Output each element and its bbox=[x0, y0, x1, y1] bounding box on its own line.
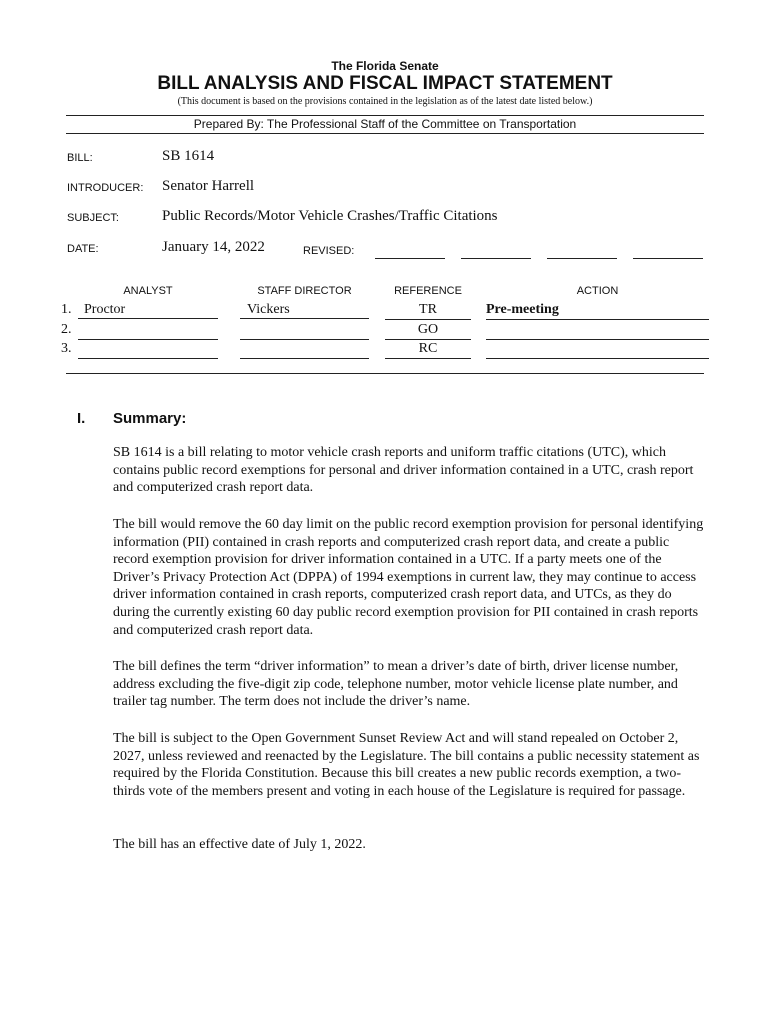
staff-director-cell bbox=[240, 341, 369, 359]
table-bottom-rule bbox=[66, 373, 704, 374]
revised-line-3 bbox=[547, 258, 617, 259]
action-cell bbox=[486, 322, 709, 340]
summary-paragraph: The bill defines the term “driver information” to mean a driver’s date of birth, driver license number, address excluding the five-digit zip code, telephone number, motor vehicle license plate number, and trailer tag number. The term does not include the driver’s name. bbox=[113, 659, 679, 710]
row-number: 1. bbox=[61, 302, 72, 317]
subject-value: Public Records/Motor Vehicle Crashes/Traffic Citations bbox=[162, 208, 498, 224]
revised-line-1 bbox=[375, 258, 445, 259]
subject-label: SUBJECT: bbox=[67, 212, 119, 224]
introducer-label: INTRODUCER: bbox=[67, 182, 144, 194]
staff-director-cell bbox=[240, 322, 369, 340]
summary-paragraph: The bill has an effective date of July 1, 2022. bbox=[113, 837, 366, 852]
revised-line-4 bbox=[633, 258, 703, 259]
action-header: ACTION bbox=[576, 285, 619, 297]
section-title: Summary: bbox=[113, 410, 187, 427]
summary-paragraph: The bill is subject to the Open Government Sunset Review Act and will stand repealed on October 2, 2027, unless reviewed and reenacted by the Legislature. The bill contains a public necessity statement as required by the Florida Constitution. Because this bill creates a new public records exemption, a two-thirds vote of the members present and voting in each house of the Legislature is required for passage. bbox=[113, 731, 700, 799]
date-label: DATE: bbox=[67, 243, 99, 255]
header-rule-top bbox=[66, 115, 704, 116]
revised-label: REVISED: bbox=[303, 245, 355, 257]
reference-cell: TR bbox=[385, 302, 471, 320]
summary-paragraph: The bill would remove the 60 day limit on the public record exemption provision for personal identifying information (PII) contained in crash reports and computerized crash report data, and create a public record exemption provision for driver information contained in a UTC. If a party meets one of the Driver’s Privacy Protection Act (DPPA) of 1994 exemptions in current law, they may continue to access driver information contained in crash reports, computerized crash report data, and UTCs, as they do during the currently existing 60 day public record exemption provision for PII contained in crash reports and computerized crash report data. bbox=[113, 517, 704, 638]
header-rule-bottom bbox=[66, 133, 704, 134]
staff-director-cell: Vickers bbox=[240, 302, 369, 319]
analyst-cell: Proctor bbox=[78, 302, 218, 319]
action-cell: Pre-meeting bbox=[486, 302, 709, 320]
row-number: 2. bbox=[61, 322, 72, 337]
senate-name: The Florida Senate bbox=[331, 59, 439, 73]
analyst-cell bbox=[78, 341, 218, 359]
revised-line-2 bbox=[461, 258, 531, 259]
reference-cell: GO bbox=[385, 322, 471, 340]
reference-header: REFERENCE bbox=[394, 285, 462, 297]
introducer-value: Senator Harrell bbox=[162, 178, 255, 194]
section-number: I. bbox=[77, 410, 86, 427]
bill-label: BILL: bbox=[67, 152, 93, 164]
reference-cell: RC bbox=[385, 341, 471, 359]
summary-paragraph: SB 1614 is a bill relating to motor vehicle crash reports and uniform traffic citations (UTC), which contains public record exemptions for personal and driver information contained in a UTC, crash report and computerized crash report data. bbox=[113, 445, 694, 496]
action-cell bbox=[486, 341, 709, 359]
document-note: (This document is based on the provisions contained in the legislation as of the latest date listed below.) bbox=[177, 96, 593, 107]
date-value: January 14, 2022 bbox=[162, 239, 265, 255]
analyst-cell bbox=[78, 322, 218, 340]
prepared-by: Prepared By: The Professional Staff of the Committee on Transportation bbox=[193, 117, 577, 131]
document-title: BILL ANALYSIS AND FISCAL IMPACT STATEMENT bbox=[157, 73, 613, 94]
row-number: 3. bbox=[61, 341, 72, 356]
bill-value: SB 1614 bbox=[162, 148, 215, 164]
analyst-header: ANALYST bbox=[123, 285, 173, 297]
staff-director-header: STAFF DIRECTOR bbox=[257, 285, 352, 297]
